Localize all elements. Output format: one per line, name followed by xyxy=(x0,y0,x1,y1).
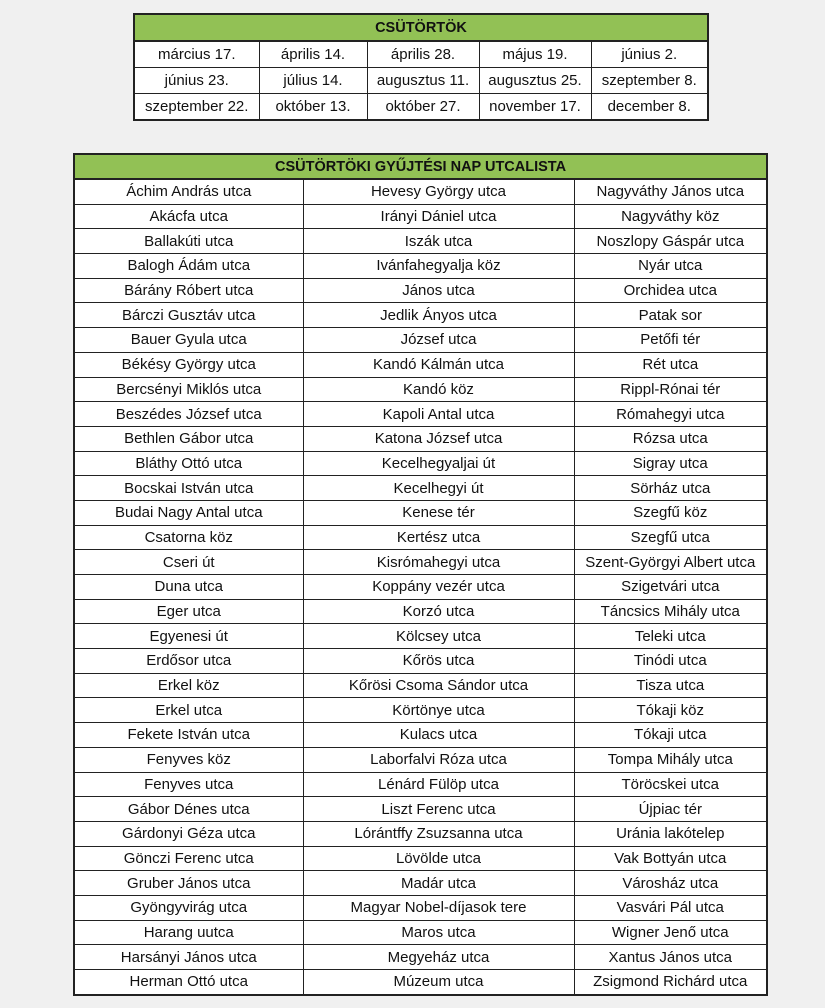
street-cell: Gyöngyvirág utca xyxy=(74,895,303,920)
street-cell: Beszédes József utca xyxy=(74,402,303,427)
street-row xyxy=(74,352,767,377)
street-cell: Bocskai István utca xyxy=(74,476,303,501)
date-cell: szeptember 22. xyxy=(134,94,259,121)
street-row xyxy=(74,328,767,353)
street-row xyxy=(74,846,767,871)
date-cell: április 14. xyxy=(259,41,367,68)
street-row xyxy=(74,895,767,920)
street-row xyxy=(74,821,767,846)
street-row xyxy=(74,426,767,451)
street-cell: Jedlik Ányos utca xyxy=(303,303,574,328)
street-row xyxy=(74,723,767,748)
street-cell: Eger utca xyxy=(74,599,303,624)
street-cell: János utca xyxy=(303,278,574,303)
street-row xyxy=(74,970,767,995)
street-cell: Gárdonyi Géza utca xyxy=(74,821,303,846)
street-cell: Cseri út xyxy=(74,550,303,575)
street-cell: Laborfalvi Róza utca xyxy=(303,747,574,772)
street-cell: Tisza utca xyxy=(574,673,767,698)
street-cell: Petőfi tér xyxy=(574,328,767,353)
date-cell: augusztus 11. xyxy=(367,68,479,94)
street-row xyxy=(74,797,767,822)
date-cell: május 19. xyxy=(479,41,591,68)
street-cell: Bárczi Gusztáv utca xyxy=(74,303,303,328)
street-cell: Fenyves utca xyxy=(74,772,303,797)
street-cell: Balogh Ádám utca xyxy=(74,254,303,279)
street-cell: Kapoli Antal utca xyxy=(303,402,574,427)
street-row xyxy=(74,500,767,525)
street-cell: Kőrösi Csoma Sándor utca xyxy=(303,673,574,698)
street-cell: Nagyváthy köz xyxy=(574,204,767,229)
street-row xyxy=(74,476,767,501)
street-cell: Tompa Mihály utca xyxy=(574,747,767,772)
street-row xyxy=(74,945,767,970)
street-cell: Noszlopy Gáspár utca xyxy=(574,229,767,254)
street-cell: Kőrös utca xyxy=(303,649,574,674)
street-cell: Erdősor utca xyxy=(74,649,303,674)
street-cell: Táncsics Mihály utca xyxy=(574,599,767,624)
street-cell: Békésy György utca xyxy=(74,352,303,377)
street-cell: Csatorna köz xyxy=(74,525,303,550)
street-row xyxy=(74,698,767,723)
street-cell: Múzeum utca xyxy=(303,970,574,995)
street-cell: Kertész utca xyxy=(303,525,574,550)
street-row xyxy=(74,278,767,303)
date-cell: november 17. xyxy=(479,94,591,121)
street-cell: Rómahegyi utca xyxy=(574,402,767,427)
street-cell: Kulacs utca xyxy=(303,723,574,748)
street-cell: Kölcsey utca xyxy=(303,624,574,649)
street-cell: Tókaji köz xyxy=(574,698,767,723)
street-cell: Herman Ottó utca xyxy=(74,970,303,995)
street-cell: Iszák utca xyxy=(303,229,574,254)
date-row xyxy=(134,41,708,68)
street-cell: Kandó köz xyxy=(303,377,574,402)
street-row xyxy=(74,550,767,575)
street-row xyxy=(74,871,767,896)
street-cell: Kecelhegyaljai út xyxy=(303,451,574,476)
date-row xyxy=(134,68,708,94)
date-cell: június 2. xyxy=(591,41,708,68)
street-cell: Sörház utca xyxy=(574,476,767,501)
street-cell: Katona József utca xyxy=(303,426,574,451)
street-cell: Bláthy Ottó utca xyxy=(74,451,303,476)
street-row xyxy=(74,649,767,674)
date-cell: április 28. xyxy=(367,41,479,68)
street-row xyxy=(74,673,767,698)
street-cell: Orchidea utca xyxy=(574,278,767,303)
date-cell: augusztus 25. xyxy=(479,68,591,94)
date-row xyxy=(134,94,708,121)
street-cell: Rét utca xyxy=(574,352,767,377)
street-cell: Fenyves köz xyxy=(74,747,303,772)
street-cell: Sigray utca xyxy=(574,451,767,476)
street-cell: Koppány vezér utca xyxy=(303,575,574,600)
street-cell: Magyar Nobel-díjasok tere xyxy=(303,895,574,920)
street-cell: Patak sor xyxy=(574,303,767,328)
street-cell: Gábor Dénes utca xyxy=(74,797,303,822)
street-cell: Maros utca xyxy=(303,920,574,945)
date-cell: június 23. xyxy=(134,68,259,94)
street-cell: Irányi Dániel utca xyxy=(303,204,574,229)
street-cell: Egyenesi út xyxy=(74,624,303,649)
street-list-table xyxy=(73,153,768,996)
street-row xyxy=(74,179,767,204)
street-cell: Szegfű utca xyxy=(574,525,767,550)
street-cell: Hevesy György utca xyxy=(303,179,574,204)
date-cell: december 8. xyxy=(591,94,708,121)
street-row xyxy=(74,599,767,624)
street-cell: Bercsényi Miklós utca xyxy=(74,377,303,402)
street-cell: Duna utca xyxy=(74,575,303,600)
street-row xyxy=(74,920,767,945)
street-cell: Kecelhegyi út xyxy=(303,476,574,501)
street-cell: Harang uutca xyxy=(74,920,303,945)
street-cell: Vasvári Pál utca xyxy=(574,895,767,920)
street-cell: Rippl-Rónai tér xyxy=(574,377,767,402)
street-cell: Lénárd Fülöp utca xyxy=(303,772,574,797)
street-cell: Gruber János utca xyxy=(74,871,303,896)
street-cell: Városház utca xyxy=(574,871,767,896)
street-cell: Szigetvári utca xyxy=(574,575,767,600)
street-cell: Korzó utca xyxy=(303,599,574,624)
street-cell: Teleki utca xyxy=(574,624,767,649)
street-cell: Rózsa utca xyxy=(574,426,767,451)
street-cell: Erkel köz xyxy=(74,673,303,698)
street-cell: Kenese tér xyxy=(303,500,574,525)
street-row xyxy=(74,772,767,797)
street-cell: Megyeház utca xyxy=(303,945,574,970)
street-cell: Körtönye utca xyxy=(303,698,574,723)
street-cell: Nagyváthy János utca xyxy=(574,179,767,204)
date-cell: október 13. xyxy=(259,94,367,121)
street-cell: Erkel utca xyxy=(74,698,303,723)
date-cell: október 27. xyxy=(367,94,479,121)
street-cell: Ivánfahegyalja köz xyxy=(303,254,574,279)
street-cell: Töröcskei utca xyxy=(574,772,767,797)
street-cell: Nyár utca xyxy=(574,254,767,279)
street-cell: József utca xyxy=(303,328,574,353)
street-row xyxy=(74,624,767,649)
street-cell: Bárány Róbert utca xyxy=(74,278,303,303)
street-row xyxy=(74,747,767,772)
collection-dates-table xyxy=(133,13,709,121)
street-cell: Madár utca xyxy=(303,871,574,896)
street-cell: Áchim András utca xyxy=(74,179,303,204)
date-cell: március 17. xyxy=(134,41,259,68)
street-cell: Bauer Gyula utca xyxy=(74,328,303,353)
street-cell: Kisrómahegyi utca xyxy=(303,550,574,575)
street-cell: Uránia lakótelep xyxy=(574,821,767,846)
street-row xyxy=(74,303,767,328)
street-row xyxy=(74,377,767,402)
street-cell: Xantus János utca xyxy=(574,945,767,970)
street-cell: Wigner Jenő utca xyxy=(574,920,767,945)
street-row xyxy=(74,204,767,229)
street-row xyxy=(74,575,767,600)
street-cell: Harsányi János utca xyxy=(74,945,303,970)
street-cell: Szegfű köz xyxy=(574,500,767,525)
street-cell: Kandó Kálmán utca xyxy=(303,352,574,377)
street-row xyxy=(74,229,767,254)
street-row xyxy=(74,451,767,476)
street-cell: Újpiac tér xyxy=(574,797,767,822)
date-cell: szeptember 8. xyxy=(591,68,708,94)
street-cell: Ballakúti utca xyxy=(74,229,303,254)
street-cell: Lövölde utca xyxy=(303,846,574,871)
street-cell: Lórántffy Zsuzsanna utca xyxy=(303,821,574,846)
street-cell: Zsigmond Richárd utca xyxy=(574,970,767,995)
street-cell: Tókaji utca xyxy=(574,723,767,748)
street-cell: Bethlen Gábor utca xyxy=(74,426,303,451)
street-cell: Vak Bottyán utca xyxy=(574,846,767,871)
street-cell: Gönczi Ferenc utca xyxy=(74,846,303,871)
street-cell: Liszt Ferenc utca xyxy=(303,797,574,822)
date-cell: július 14. xyxy=(259,68,367,94)
street-cell: Akácfa utca xyxy=(74,204,303,229)
street-cell: Tinódi utca xyxy=(574,649,767,674)
street-list-title: CSÜTÖRTÖKI GYŰJTÉSI NAP UTCALISTA xyxy=(74,154,767,179)
street-row xyxy=(74,254,767,279)
street-cell: Fekete István utca xyxy=(74,723,303,748)
street-cell: Szent-Györgyi Albert utca xyxy=(574,550,767,575)
street-row xyxy=(74,525,767,550)
collection-dates-title: CSÜTÖRTÖK xyxy=(134,14,708,41)
street-cell: Budai Nagy Antal utca xyxy=(74,500,303,525)
street-row xyxy=(74,402,767,427)
